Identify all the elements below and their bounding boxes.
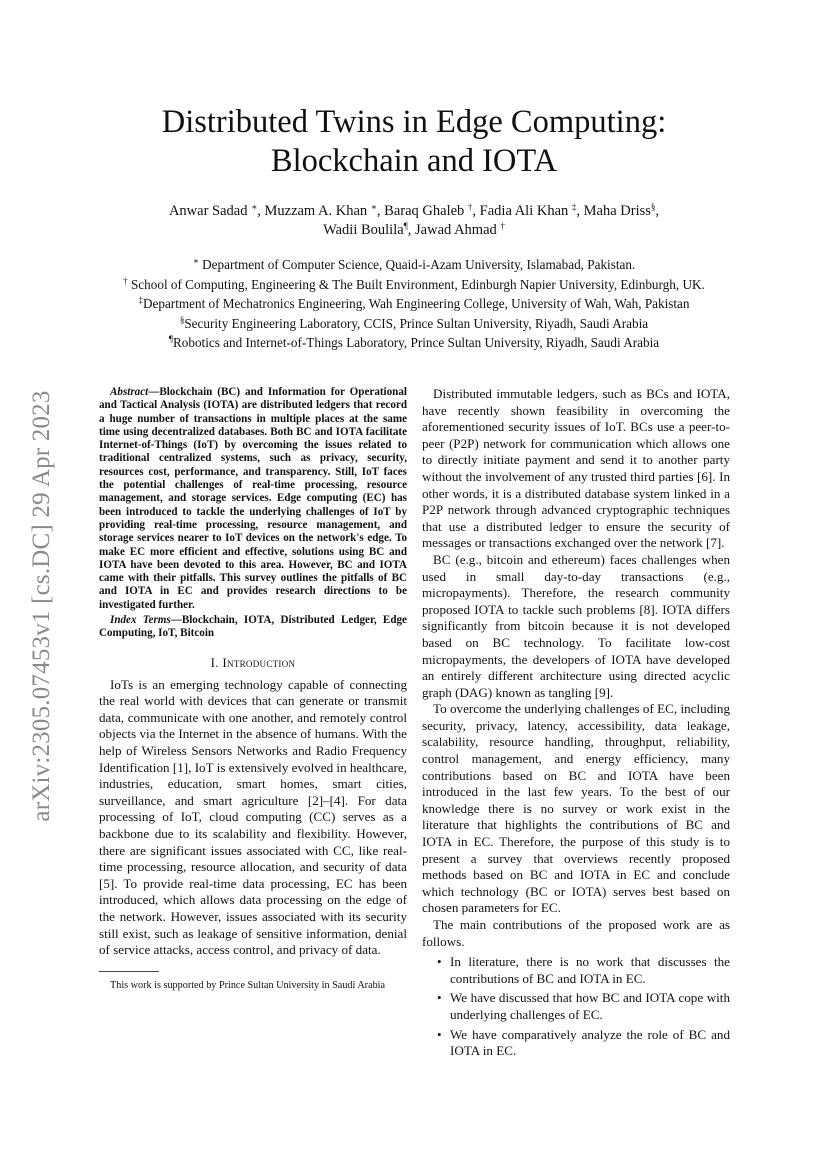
index-terms-text: —Blockchain, IOTA, Distributed Ledger, Edge Computing, IoT, Bitcoin <box>99 614 407 640</box>
bullet-icon: • <box>437 990 442 1006</box>
body-paragraph: BC (e.g., bitcoin and ethereum) faces challenges when used in small day-to-day transactions (e.g., micropayments). Therefore, the research community proposed IOTA to tackle such problems [8]. IOTA differs significantly from bitcoin because it is not developed based on BC technology. To facilitate low-cost micropayments, the developers of IOTA have developed an entirely different architecture using directed acyclic graph (DAG) known as tangling [9]. <box>422 551 730 700</box>
section-heading-introduction: I. Introduction <box>210 654 296 670</box>
author: Jawad Ahmad † <box>415 221 505 238</box>
body-paragraph: The main contributions of the proposed work are as follows. <box>422 917 730 949</box>
left-column <box>99 386 407 992</box>
arxiv-stamp <box>22 362 62 850</box>
list-item: • We have comparatively analyze the role of BC and IOTA in EC. <box>437 1026 730 1059</box>
body-paragraph: To overcome the underlying challenges of EC, including security, privacy, latency, accessibility, data leakage, scalability, resource handling, throughput, reliability, control management, and energy efficiency, many contributions based on BC and IOTA have been introduced in the last few years. To the best of our knowledge there is no survey or work exist in the literature that highlights the contributions of BC and IOTA in EC. Therefore, the purpose of this study is to present a survey that overviews recently proposed methods based on BC and IOTA in EC and conclude which technology (BC or IOTA) serves best based on chosen parameters for EC. <box>422 701 730 916</box>
body-paragraph: Distributed immutable ledgers, such as BCs and IOTA, have recently shown feasibility in overcoming the aforementioned security issues of IoT. BCs use a peer-to-peer (P2P) network for communication which allows one to directly initiate payment and send it to another party without the involvement of any trusted third parties [6]. In other words, it is a distributed database system linked in a P2P network through advanced cryptographic techniques that use a distributed ledger to ensure the security of messages or transactions exchanged over the network [7]. <box>422 386 730 551</box>
author: Baraq Ghaleb †, <box>384 202 480 219</box>
paper-title <box>100 103 728 181</box>
index-terms <box>99 614 407 641</box>
author: Muzzam A. Khan ∗, <box>264 202 385 219</box>
abstract <box>99 386 407 612</box>
affiliation-list <box>80 255 748 353</box>
author: Maha Driss§, <box>583 202 660 219</box>
contributions-list <box>422 954 730 1060</box>
bullet-icon: • <box>437 954 442 970</box>
arxiv-stamp-text: arXiv:2305.07453v1 [cs.DC] 29 Apr 2023 <box>28 390 55 822</box>
author: Wadii Boulila¶, <box>323 221 416 238</box>
abstract-text: —Blockchain (BC) and Information for Operational and Tactical Analysis (IOTA) are distributed ledgers that record a huge number of transactions in multiple places at the same time using decentralized databases. Both BC and IOTA facilitate Internet-of-Things (IoT) by overcoming the issues related to traditional centralized systems, such as privacy, security, resources cost, performance, and transparency. Still, IoT faces the potential challenges of real-time processing, resource management, and storage services. Edge computing (EC) has been introduced to tackle the underlying challenges of IoT by providing real-time processing, resource management, and storage services nearer to IoT devices on the network's edge. To make EC more efficient and effective, solutions using BC and IOTA have been devoted to this area. However, BC and IOTA came with their pitfalls. This survey outlines the pitfalls of BC and IOTA in EC and provides research directions to be investigated further. <box>99 386 407 611</box>
list-item: • We have discussed that how BC and IOTA cope with underlying challenges of EC. <box>437 990 730 1022</box>
right-column <box>422 386 730 1063</box>
funding-footnote: This work is supported by Prince Sultan University in Saudi Arabia <box>110 979 386 991</box>
author-list <box>100 202 728 240</box>
bullet-icon: • <box>437 1026 442 1042</box>
affiliation: ‡Department of Mechatronics Engineering, Wah Engineering College, University of Wah, Wah, Pakistan <box>138 295 690 311</box>
affiliation: §Security Engineering Laboratory, CCIS, Prince Sultan University, Riyadh, Saudi Arabia <box>179 314 649 331</box>
list-item: • In literature, there is no work that discusses the contributions of BC and IOTA in EC. <box>437 954 730 986</box>
author: Anwar Sadad ∗, <box>168 202 265 219</box>
title-line-2: Blockchain and IOTA <box>270 143 558 179</box>
intro-paragraph: IoTs is an emerging technology capable of connecting the real world with devices that can generate or transmit data, communicate with one another, and remotely control objects via the Internet in the absence of humans. With the help of Wireless Sensors Networks and Radio Frequency Identification [1], IoT is extensively evolved in healthcare, industries, education, smart homes, smart cities, surveillance, and smart agriculture [2]–[4]. For data processing of IoT, cloud computing (CC) serves as a backbone due to its scalability and flexibility. However, there are significant issues associated with CC, like real-time processing, resource allocation, and security of data [5]. To provide real-time data processing, EC has been introduced, which allows data processing on the edge of the network. However, issues associated with its security still exist, such as leakage of sensitive information, denial of service attacks, access control, and privacy of data. <box>99 676 407 958</box>
affiliation: ∗ Department of Computer Science, Quaid-i-Azam University, Islamabad, Pakistan. <box>192 256 636 272</box>
footnote-divider <box>99 971 159 972</box>
title-line-1: Distributed Twins in Edge Computing: <box>161 104 667 140</box>
affiliation: † School of Computing, Engineering & The Built Environment, Edinburgh Napier University, Edinburgh, UK. <box>123 275 705 292</box>
index-terms-label: Index Terms <box>110 614 171 627</box>
affiliation: ¶Robotics and Internet-of-Things Laboratory, Prince Sultan University, Riyadh, Saudi Arabia <box>168 334 660 350</box>
abstract-label: Abstract <box>110 386 149 398</box>
author: Fadia Ali Khan ‡, <box>479 202 584 219</box>
